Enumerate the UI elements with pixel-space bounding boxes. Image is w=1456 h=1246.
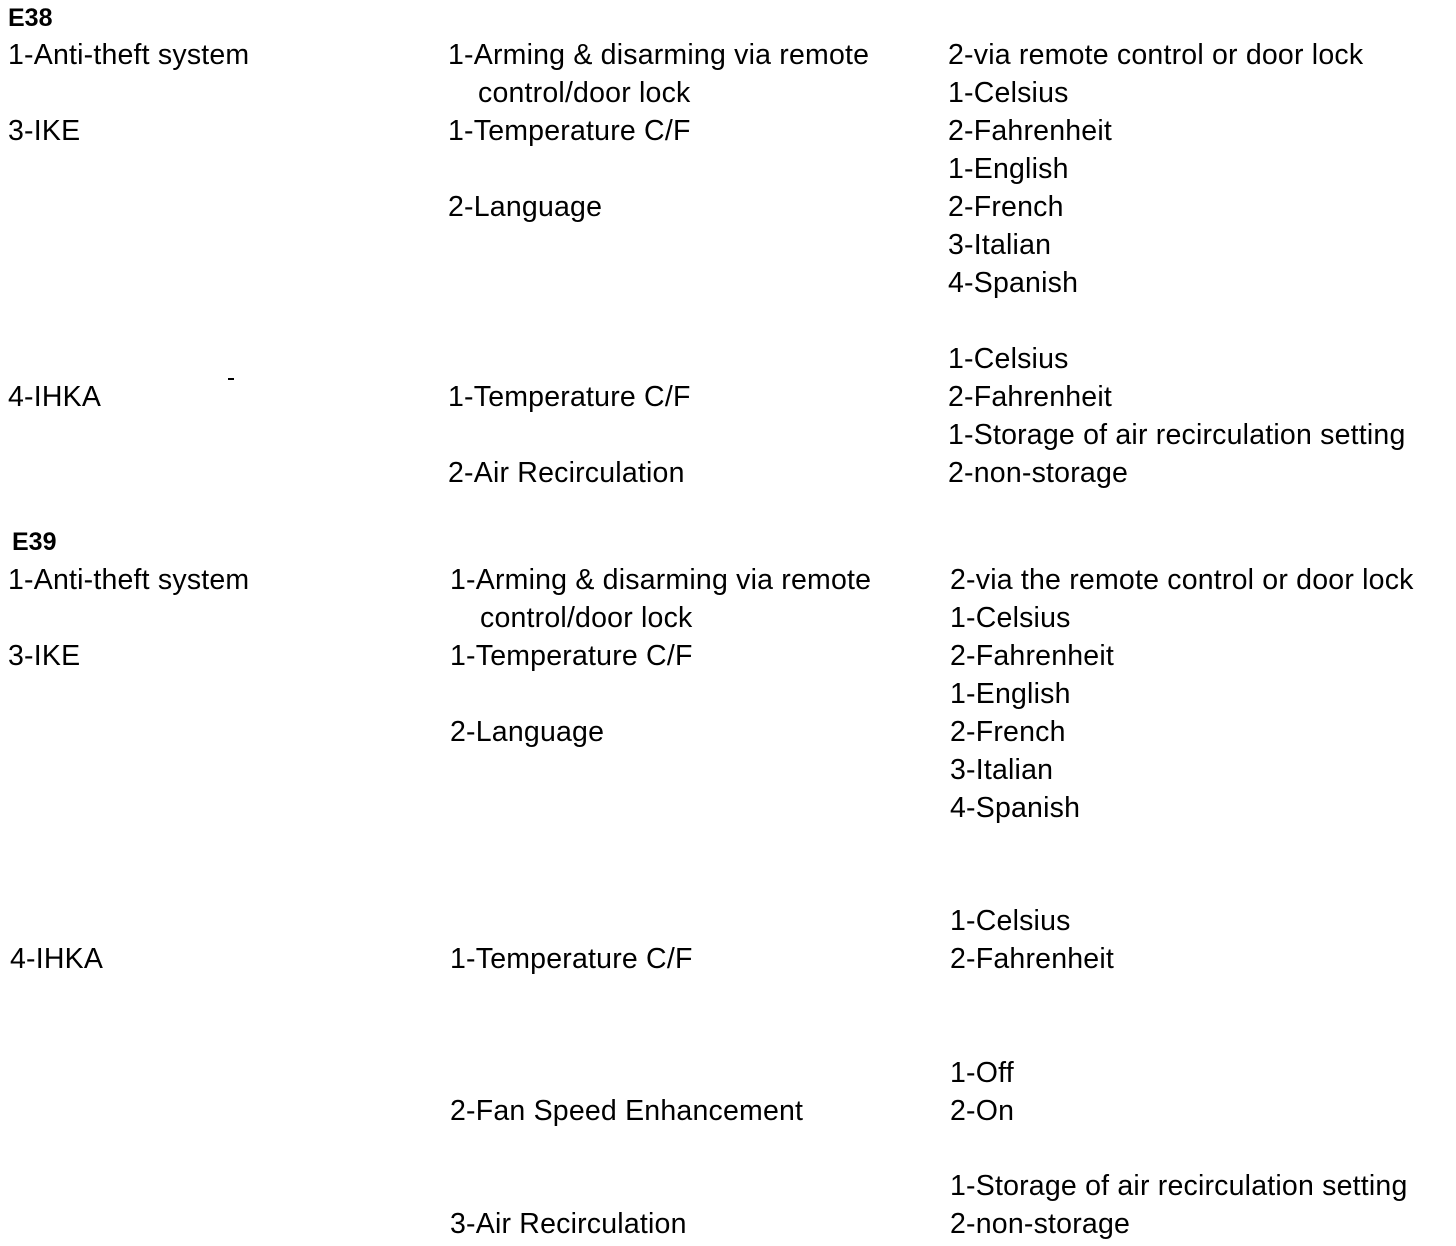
e38-ike-temperature-label: 1-Temperature C/F <box>448 115 691 147</box>
e39-ike-language-label: 2-Language <box>450 716 605 748</box>
e39-ihka-fan-speed-option-off: 1-Off <box>950 1057 1014 1089</box>
e38-ike-temperature-option-fahrenheit: 2-Fahrenheit <box>948 115 1112 147</box>
e39-ike-temperature-option-celsius: 1-Celsius <box>950 602 1071 634</box>
e38-heading: E38 <box>8 4 53 32</box>
e38-ihka-temperature-option-celsius: 1-Celsius <box>948 343 1069 375</box>
e39-ike-language-option-english: 1-English <box>950 678 1071 710</box>
e39-ihka-temperature-label: 1-Temperature C/F <box>450 943 693 975</box>
e39-ihka-system: 4-IHKA <box>10 943 104 975</box>
e39-ike-language-option-spanish: 4-Spanish <box>950 792 1081 824</box>
e39-ihka-air-recirculation-option-storage: 1-Storage of air recirculation setting <box>950 1170 1408 1202</box>
e39-ihka-fan-speed-label: 2-Fan Speed Enhancement <box>450 1095 804 1127</box>
e39-ihka-temperature-option-celsius: 1-Celsius <box>950 905 1071 937</box>
e39-anti-theft-system: 1-Anti-theft system <box>8 564 250 596</box>
e39-ike-temperature-option-fahrenheit: 2-Fahrenheit <box>950 640 1114 672</box>
e38-ihka-air-recirculation-label: 2-Air Recirculation <box>448 457 685 489</box>
e38-ihka-air-recirculation-option-storage: 1-Storage of air recirculation setting <box>948 419 1406 451</box>
e38-ihka-temperature-option-fahrenheit: 2-Fahrenheit <box>948 381 1112 413</box>
e39-ike-temperature-label: 1-Temperature C/F <box>450 640 693 672</box>
e39-ike-system: 3-IKE <box>8 640 81 672</box>
e38-ihka-system: 4-IHKA <box>8 381 102 413</box>
e38-ike-system: 3-IKE <box>8 115 81 147</box>
e38-anti-theft-option: 2-via remote control or door lock <box>948 39 1364 71</box>
e39-ihka-temperature-option-fahrenheit: 2-Fahrenheit <box>950 943 1114 975</box>
e39-anti-theft-function: 1-Arming & disarming via remote <box>450 564 872 596</box>
e38-anti-theft-system: 1-Anti-theft system <box>8 39 250 71</box>
e38-ike-language-option-spanish: 4-Spanish <box>948 267 1079 299</box>
e38-ihka-air-recirculation-option-non-storage: 2-non-storage <box>948 457 1129 489</box>
e39-anti-theft-function-cont: control/door lock <box>480 602 693 634</box>
e39-anti-theft-option: 2-via the remote control or door lock <box>950 564 1414 596</box>
e39-heading: E39 <box>12 528 57 556</box>
e39-ihka-air-recirculation-option-non-storage: 2-non-storage <box>950 1208 1131 1240</box>
e38-ike-language-label: 2-Language <box>448 191 603 223</box>
e39-ihka-air-recirculation-label: 3-Air Recirculation <box>450 1208 687 1240</box>
e39-ike-language-option-french: 2-French <box>950 716 1066 748</box>
e38-ike-language-option-french: 2-French <box>948 191 1064 223</box>
e38-ike-temperature-option-celsius: 1-Celsius <box>948 77 1069 109</box>
e39-ihka-fan-speed-option-on: 2-On <box>950 1095 1015 1127</box>
e39-ike-language-option-italian: 3-Italian <box>950 754 1054 786</box>
e38-ihka-temperature-label: 1-Temperature C/F <box>448 381 691 413</box>
e38-ike-language-option-italian: 3-Italian <box>948 229 1052 261</box>
stray-mark <box>228 378 234 380</box>
e38-anti-theft-function: 1-Arming & disarming via remote <box>448 39 870 71</box>
e38-ike-language-option-english: 1-English <box>948 153 1069 185</box>
e38-anti-theft-function-cont: control/door lock <box>478 77 691 109</box>
